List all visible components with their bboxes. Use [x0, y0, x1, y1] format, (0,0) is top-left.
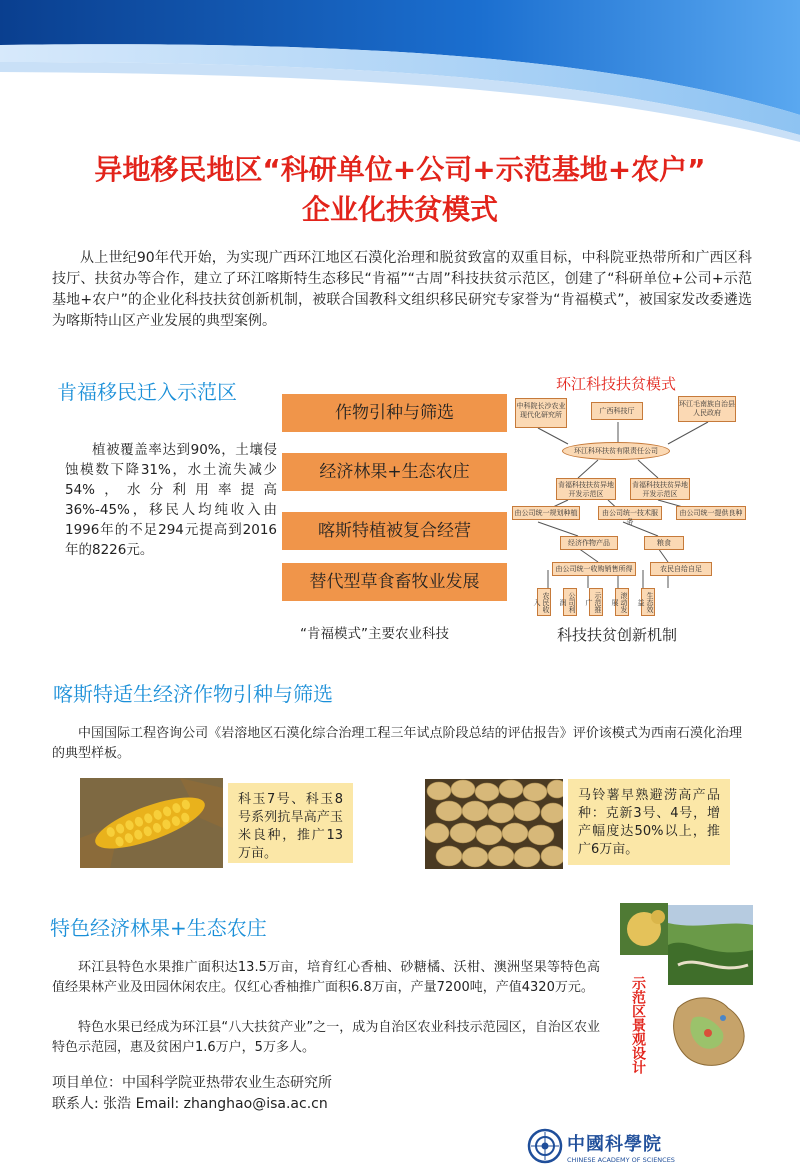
pomelo-photo	[620, 903, 668, 955]
diagram-top-2: 广西科技厅	[591, 402, 643, 420]
landscape-design-label: 示范区景观设计	[630, 976, 646, 1074]
section3-paragraph-2: 特色水果已经成为环江县“八大扶贫产业”之一，成为自治区农业科技示范园区，自治区农业特色示范园，惠及贫困户1.6万户，5万多人。	[52, 1020, 600, 1055]
section1-heading: 肯福移民迁入示范区	[57, 380, 237, 404]
diagram-leaf-3: 示范推广	[589, 588, 603, 616]
title-line-2: 企业化扶贫模式	[301, 193, 498, 226]
title-line-1: 异地移民地区“科研单位+公司+示范基地+农户”	[94, 153, 706, 186]
potato-photo	[425, 779, 563, 869]
diagram-top-3: 环江毛南族自治县人民政府	[678, 396, 736, 422]
section3-heading: 特色经济林果+生态农庄	[50, 916, 267, 940]
contact-info: 联系人: 张浩 Email: zhanghao@isa.ac.cn	[52, 1096, 328, 1112]
diagram-base-2: 肯福科技扶贫异地开发示范区	[630, 478, 690, 500]
diagram-top-1: 中科院长沙农业现代化研究所	[515, 398, 567, 428]
tech-box-4: 替代型草食畜牧业发展	[282, 563, 507, 601]
diagram-row5-2: 农民自给自足	[650, 562, 712, 576]
section2-heading: 喀斯特适生经济作物引种与筛选	[53, 682, 333, 706]
site-map	[668, 988, 756, 1076]
diagram-title: 环江科技扶贫模式	[556, 375, 677, 393]
diagram-row4-1: 经济作物产品	[560, 536, 618, 550]
landscape-photo	[668, 905, 753, 985]
tech-box-3: 喀斯特植被复合经营	[282, 512, 507, 550]
logo-chinese-name: 中國科學院	[567, 1134, 662, 1155]
potato-text-box: 马铃薯早熟避涝高产品种：克新3号、4号，增产幅度达50%以上，推广6万亩。	[568, 779, 730, 865]
diagram-caption: 科技扶贫创新机制	[557, 626, 678, 644]
intro-paragraph: 从上世纪90年代开始，为实现广西环江地区石漠化治理和脱贫致富的双重目标，中科院亚热带所和广西区科技厅、扶贫办等合作，建立了环江喀斯特生态移民“肯福”“古周”科技扶贫示范区，创建了“科研单位+公司+示范基地+农户”的企业化科技扶贫创新机制，被联合国教科文组织移民研究专家誉为“肯福模式”，被国家发改委遴选为喀斯特山区产业发展的典型案例。	[52, 250, 752, 329]
diagram-leaf-4: 滚动发展	[615, 588, 629, 616]
diagram-leaf-2: 公司利润	[563, 588, 577, 616]
tech-boxes-caption: “肯福模式”主要农业科技	[300, 626, 449, 642]
diagram-row3-3: 由公司统一提供良种	[676, 506, 746, 520]
corn-photo	[80, 778, 223, 868]
header-wave-decoration	[0, 0, 800, 150]
diagram-row3-2: 由公司统一技术服务	[598, 506, 662, 520]
diagram-base-1: 肯福科技扶贫异地开发示范区	[556, 478, 616, 500]
diagram-row3-1: 由公司统一规划种植	[512, 506, 580, 520]
tech-box-2: 经济林果+生态农庄	[282, 453, 507, 491]
page-title	[0, 150, 800, 230]
project-unit: 项目单位：中国科学院亚热带农业生态研究所	[52, 1075, 332, 1091]
diagram-company: 环江科环扶贫有限责任公司	[562, 442, 670, 460]
diagram-leaf-5: 生态效益	[641, 588, 655, 616]
diagram-leaf-1: 农民收入	[537, 588, 551, 616]
diagram-row5-1: 由公司统一收购销售所得	[552, 562, 636, 576]
section2-text: 中国国际工程咨询公司《岩溶地区石漠化综合治理工程三年试点阶段总结的评估报告》评价该模式为西南石漠化治理的典型样板。	[52, 726, 742, 761]
section3-paragraph-1: 环江县特色水果推广面积达13.5万亩，培育红心香柚、砂糖橘、沃柑、澳洲坚果等特色高值经果林产业及田园休闲农庄。仅红心香柚推广面积6.8万亩，产量7200吨，产值4320万元。	[52, 960, 600, 995]
section1-text: 植被覆盖率达到90%，土壤侵蚀模数下降31%，水土流失减少54%，水分利用率提高36%-45%，移民人均纯收入由1996年的不足294元提高到2016年的8226元。	[65, 442, 277, 558]
corn-text-box: 科玉7号、科玉8号系列抗旱高产玉米良种，推广13万亩。	[228, 783, 353, 863]
logo-english-name: CHINESE ACADEMY OF SCIENCES	[567, 1156, 675, 1164]
tech-box-1: 作物引种与筛选	[282, 394, 507, 432]
cas-logo-icon	[527, 1128, 563, 1164]
diagram-row4-2: 粮食	[644, 536, 684, 550]
